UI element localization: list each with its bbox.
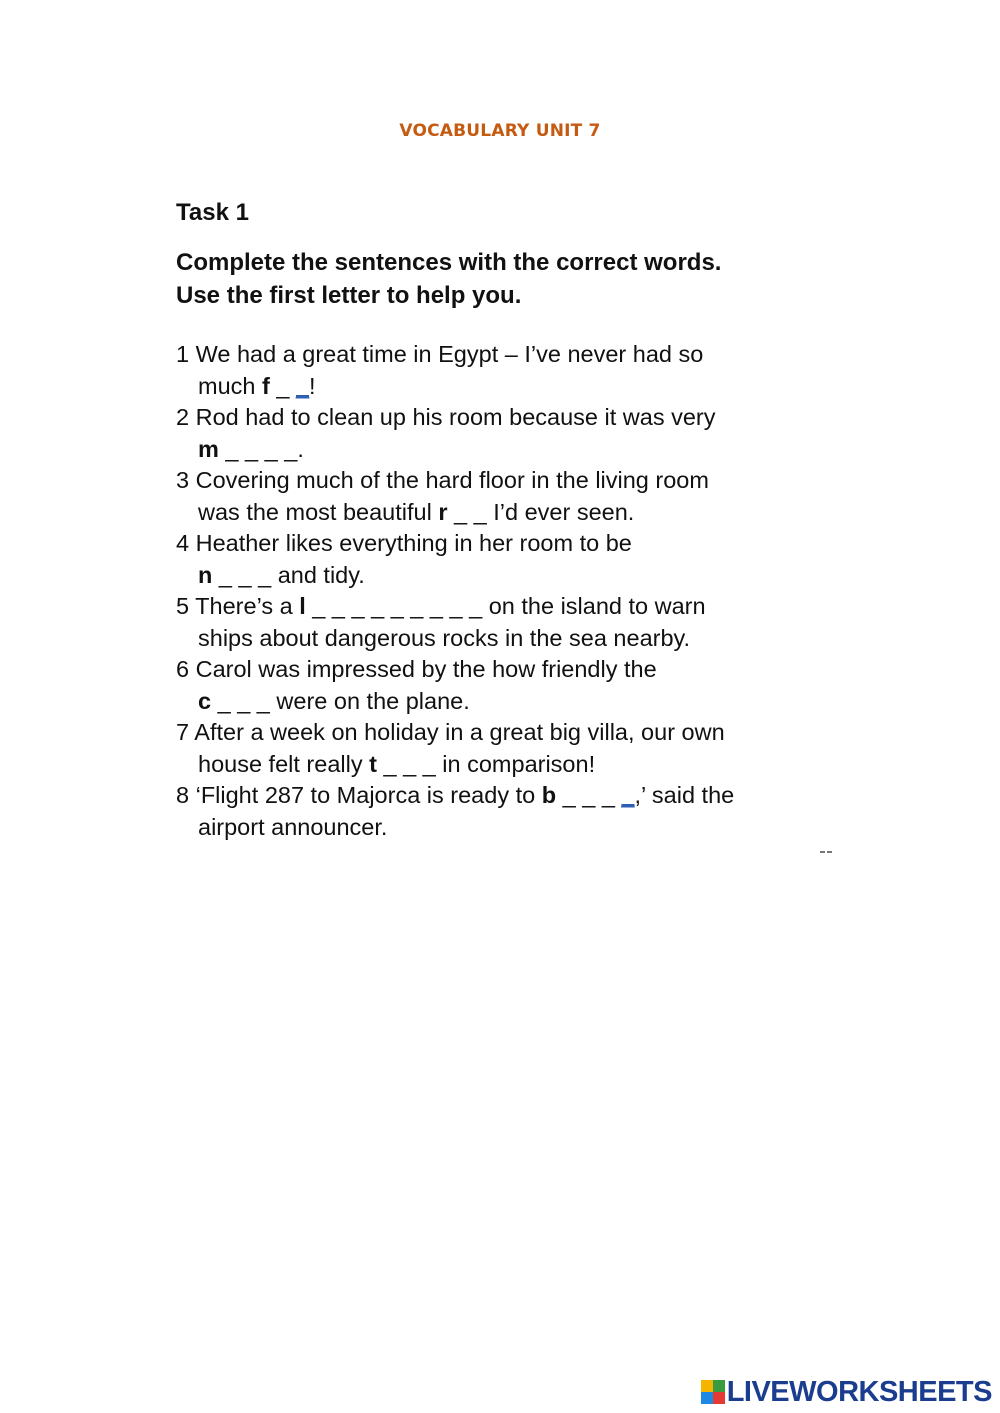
letter-blanks[interactable]: _ _ _ xyxy=(376,750,443,777)
unit-title: VOCABULARY UNIT 7 xyxy=(399,121,601,141)
question-text: I’d ever seen. xyxy=(493,498,635,525)
letter-blanks[interactable]: _ _ xyxy=(447,498,494,525)
letter-blanks[interactable]: _ _ _ xyxy=(212,561,278,588)
question-text-continued[interactable] xyxy=(176,686,876,718)
question-6 xyxy=(176,654,876,717)
question-text: 3 Covering much of the hard floor in the living room xyxy=(176,467,709,493)
page-corner-mark xyxy=(820,840,836,843)
brand-name: LIVEWORKSHEETS xyxy=(726,1375,992,1408)
question-text: ! xyxy=(309,372,316,399)
instruction-line: Use the first letter to help you. xyxy=(176,282,522,309)
question-4 xyxy=(176,528,876,591)
question-text: were on the plane. xyxy=(276,687,470,714)
question-text: 2 Rod had to clean up his room because it was very xyxy=(176,404,716,430)
answer-input[interactable]: _ xyxy=(621,782,635,808)
question-text: ,’ said the xyxy=(634,782,735,808)
logo-square xyxy=(701,1392,713,1404)
task-instructions xyxy=(176,246,721,312)
question-text: much xyxy=(198,372,262,399)
question-5 xyxy=(176,591,876,654)
question-7 xyxy=(176,717,876,780)
question-text xyxy=(176,780,876,812)
question-text-continued[interactable] xyxy=(176,749,876,781)
question-text: and tidy. xyxy=(277,561,365,588)
question-text-continued[interactable] xyxy=(176,434,876,466)
question-text[interactable] xyxy=(176,591,876,623)
first-letter: n xyxy=(198,561,213,588)
question-text: in comparison! xyxy=(442,750,596,777)
first-letter: l xyxy=(299,593,306,619)
question-text-continued[interactable] xyxy=(176,560,876,592)
first-letter: c xyxy=(198,687,212,714)
logo-square xyxy=(713,1380,725,1392)
task-heading: Task 1 xyxy=(176,199,249,226)
question-text: 4 Heather likes everything in her room to be xyxy=(176,530,632,556)
question-1 xyxy=(176,339,876,402)
question-text-continued xyxy=(176,371,876,403)
question-text-continued: airport announcer. xyxy=(198,813,388,840)
question-text: was the most beautiful xyxy=(198,498,439,525)
question-text: . xyxy=(297,435,304,462)
question-list xyxy=(176,339,876,843)
letter-blanks: _ _ _ xyxy=(556,782,622,808)
liveworksheets-brand xyxy=(701,1377,992,1407)
letter-blanks: _ xyxy=(269,372,296,399)
question-text: 7 After a week on holiday in a great big villa, our own xyxy=(176,719,725,745)
question-text-continued: ships about dangerous rocks in the sea nearby. xyxy=(198,624,691,651)
first-letter: m xyxy=(198,435,219,462)
first-letter: f xyxy=(262,372,270,399)
instruction-line: Complete the sentences with the correct words. xyxy=(176,249,722,276)
letter-blanks[interactable]: _ _ _ _ xyxy=(218,435,298,462)
liveworksheets-logo-icon xyxy=(701,1380,725,1404)
logo-square xyxy=(701,1380,713,1392)
question-text: on the island to warn xyxy=(488,593,706,619)
question-text-continued[interactable] xyxy=(176,497,876,529)
first-letter: t xyxy=(369,750,377,777)
question-text: house felt really xyxy=(198,750,370,777)
question-2 xyxy=(176,402,876,465)
question-text: 5 There’s a xyxy=(176,593,300,619)
first-letter: b xyxy=(541,782,557,808)
question-text: 1 We had a great time in Egypt – I’ve never had so xyxy=(176,341,704,367)
first-letter: r xyxy=(438,498,448,525)
logo-square xyxy=(713,1392,725,1404)
letter-blanks[interactable]: _ _ _ _ _ _ _ _ _ xyxy=(305,593,489,619)
question-8 xyxy=(176,780,876,843)
question-text: 6 Carol was impressed by the how friendly the xyxy=(176,656,657,682)
question-3 xyxy=(176,465,876,528)
answer-input[interactable]: _ xyxy=(295,372,310,399)
question-text: 8 ‘Flight 287 to Majorca is ready to xyxy=(176,782,542,808)
letter-blanks[interactable]: _ _ _ xyxy=(211,687,277,714)
